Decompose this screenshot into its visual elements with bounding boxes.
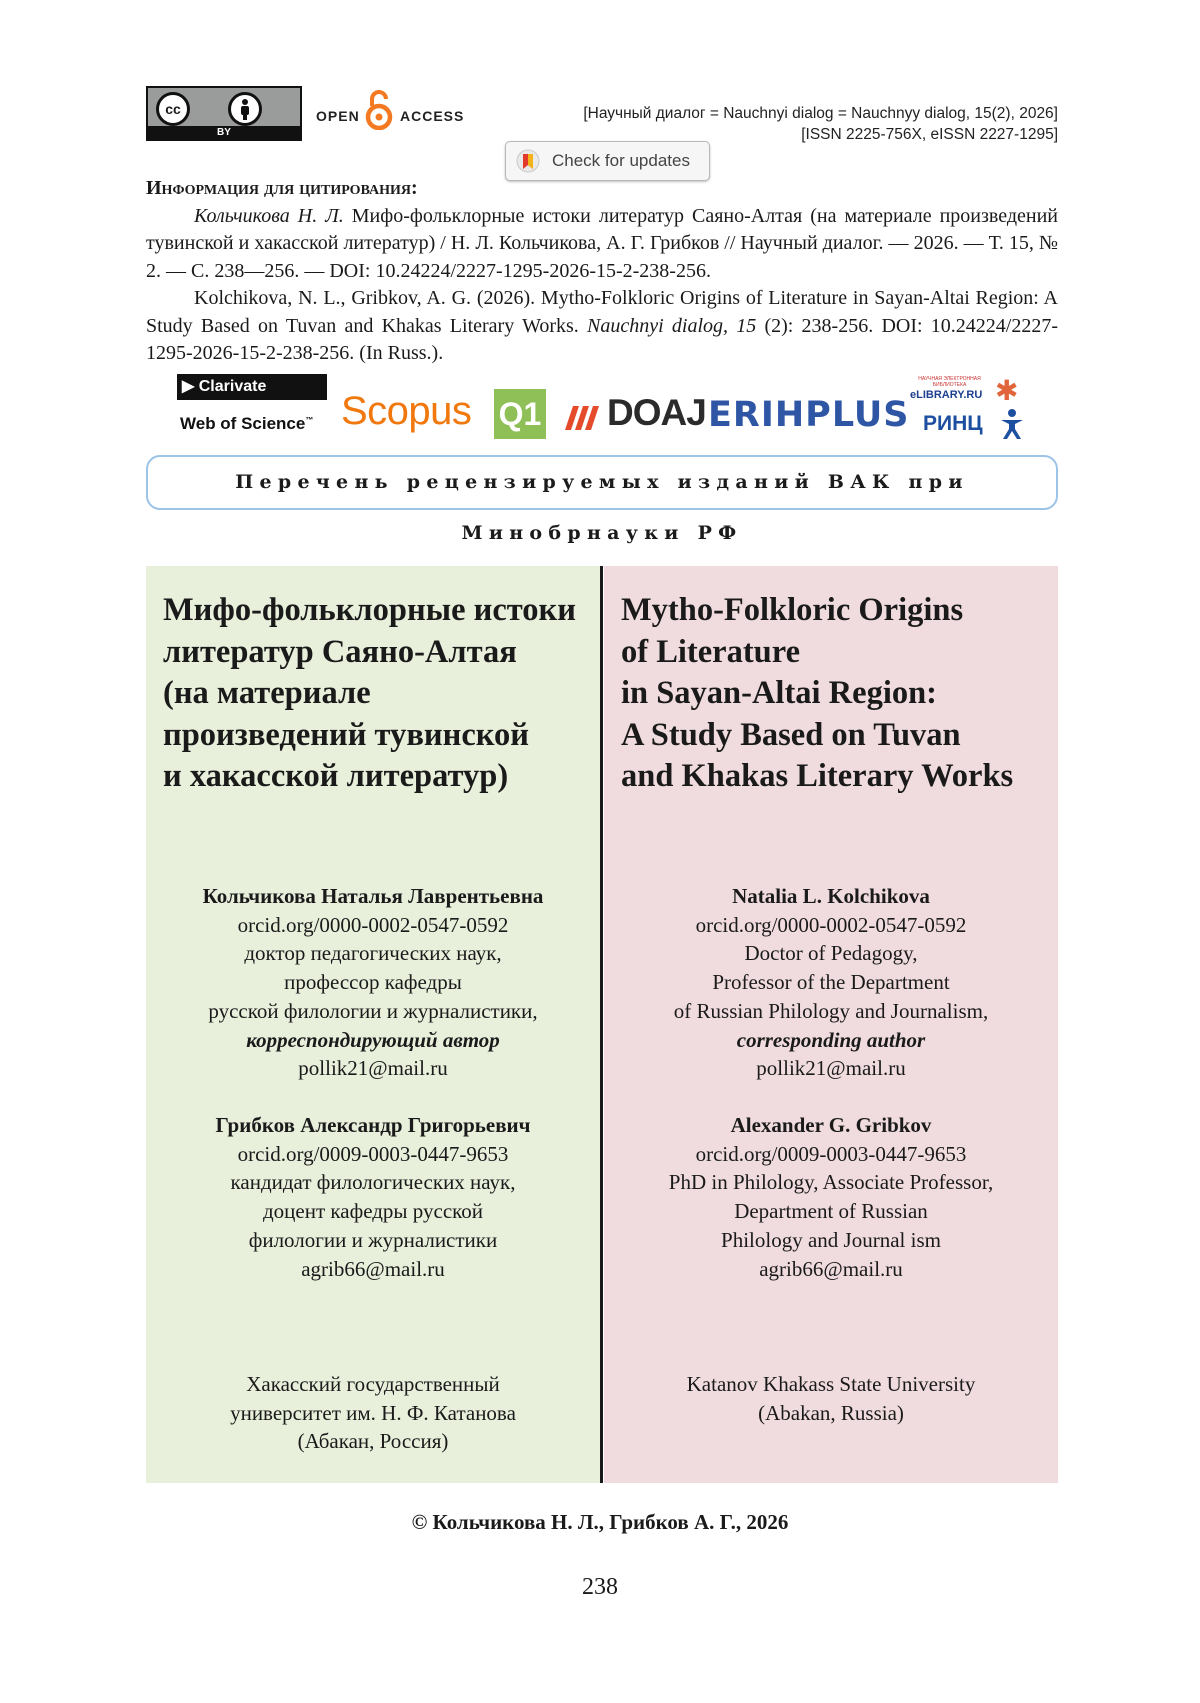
- citation-en-journal: Nauchnyi dialog, 15: [587, 314, 757, 337]
- author-orcid: orcid.org/0000-0002-0547-0592: [695, 912, 967, 937]
- cc-by-label: BY: [148, 126, 300, 139]
- affiliation-line: Katanov Khakass State University: [686, 1372, 976, 1396]
- author-email: agrib66@mail.ru: [301, 1256, 445, 1281]
- ru-affiliation: [146, 1370, 600, 1456]
- english-column: [604, 566, 1058, 1483]
- en-title-line: Mytho-Folkloric Origins: [621, 592, 964, 628]
- ru-title-line: (на материале: [163, 675, 371, 711]
- ru-title-line: и хакасской литератур): [163, 758, 509, 794]
- author-position: профессор кафедры: [284, 970, 462, 995]
- en-title: [621, 590, 1051, 798]
- check-updates-label: Check for updates: [552, 151, 690, 170]
- author-position: Professor of the Department: [712, 970, 950, 995]
- check-updates-icon: [516, 149, 540, 173]
- author-degree: кандидат филологических наук,: [230, 1170, 516, 1195]
- q1-quartile-badge: Q1: [494, 389, 546, 439]
- column-divider: [600, 566, 603, 1483]
- clarivate-label: ▶ Clarivate: [177, 374, 327, 400]
- author-email: pollik21@mail.ru: [756, 1056, 906, 1081]
- author-position: доцент кафедры русской: [262, 1199, 484, 1224]
- citation-heading: Информация для цитирования:: [146, 177, 418, 199]
- citation-en-tail: (2): 238-256. DOI: 10.24224/2227-1295-2026-15-2-238-256. (In Russ.).: [146, 314, 1058, 364]
- doaj-label: DOAJ: [607, 392, 706, 433]
- elibrary-rinc-logo: [909, 374, 1029, 442]
- journal-reference: [583, 103, 1058, 145]
- ru-title-line: произведений тувинской: [163, 716, 530, 753]
- author-position: of Russian Philology and Journalism,: [673, 998, 989, 1023]
- doaj-mark-icon: [563, 402, 603, 432]
- affiliation-line: (Абакан, Россия): [297, 1429, 449, 1454]
- author-orcid: orcid.org/0009-0003-0447-9653: [695, 1141, 967, 1166]
- elibrary-label: eLIBRARY.RU: [910, 389, 983, 401]
- scopus-logo: Scopus: [341, 389, 472, 433]
- author-orcid: orcid.org/0009-0003-0447-9653: [237, 1141, 509, 1166]
- author-position: Department of Russian: [734, 1199, 928, 1224]
- author-position: филологии и журналистики: [248, 1227, 498, 1252]
- web-of-science-logo: [177, 372, 327, 436]
- author-degree: доктор педагогических наук,: [244, 941, 502, 966]
- attribution-person-icon: [228, 92, 262, 126]
- en-author-1: [604, 882, 1058, 1083]
- russian-column: [146, 566, 600, 1483]
- en-title-line: and Khakas Literary Works: [621, 758, 1014, 794]
- open-lock-icon: [364, 90, 394, 130]
- author-position: русской филологии и журналистики,: [208, 998, 538, 1023]
- citation-block: [146, 175, 1058, 368]
- author-email: pollik21@mail.ru: [298, 1056, 448, 1081]
- open-access-access-text: ACCESS: [400, 108, 465, 124]
- person-figure-icon: [999, 408, 1025, 440]
- corresponding-author: корреспондирующий автор: [246, 1027, 500, 1052]
- en-author-2: [604, 1111, 1058, 1283]
- author-name: Кольчикова Наталья Лаврентьевна: [202, 884, 544, 908]
- en-title-line: A Study Based on Tuvan: [621, 716, 961, 753]
- open-access-logo: [316, 92, 465, 142]
- en-title-line: in Sayan-Altai Region:: [621, 675, 938, 711]
- author-name: Alexander G. Gribkov: [730, 1113, 932, 1137]
- en-affiliation: [604, 1370, 1058, 1427]
- citation-ru-authors: Кольчикова Н. Л.: [194, 204, 344, 227]
- citation-en: [146, 285, 1058, 368]
- affiliation-line: Хакасский государственный: [246, 1372, 500, 1396]
- en-title-line: of Literature: [621, 633, 800, 670]
- page-number: 238: [582, 1574, 618, 1600]
- asterisk-icon: ✱: [995, 374, 1019, 407]
- author-position: Philology and Journal ism: [721, 1227, 941, 1252]
- open-access-open-text: OPEN: [316, 108, 360, 124]
- author-email: agrib66@mail.ru: [759, 1256, 903, 1281]
- author-name: Natalia L. Kolchikova: [732, 884, 930, 908]
- elibrary-caption: НАУЧНАЯ ЭЛЕКТРОННАЯ БИБЛИОТЕКА: [918, 376, 981, 388]
- ru-title-line: Мифо-фольклорные истоки: [163, 592, 577, 628]
- author-degree: PhD in Philology, Associate Professor,: [668, 1170, 994, 1195]
- journal-issn-line: [ISSN 2225-756X, eISSN 2227-1295]: [801, 126, 1058, 143]
- vak-list-banner: Перечень рецензируемых изданий ВАК при Минобрнауки РФ: [146, 455, 1058, 510]
- ru-title-line: литератур Саяно-Алтая: [163, 633, 517, 670]
- erihplus-logo: ERIHPLUS: [708, 395, 910, 435]
- citation-ru-text: Мифо-фольклорные истоки литератур Саяно-Алтая (на материале произведений тувинской и хакасской литератур) / Н. Л. Кольчикова, А. Г. Грибков // Научный диалог. — 2026. — Т. 15, № 2. — С. 238—256. — DOI: 10.24224/2227-1295-2026-15-2-238-256.: [146, 204, 1058, 282]
- ru-title: [163, 590, 593, 798]
- journal-reference-line1: [Научный диалог = Nauchnyi dialog = Nauchnyy dialog, 15(2), 2026]: [583, 105, 1058, 122]
- author-degree: Doctor of Pedagogy,: [744, 941, 918, 966]
- ru-author-1: [146, 882, 600, 1083]
- affiliation-line: (Abakan, Russia): [758, 1400, 904, 1425]
- copyright-line: © Кольчикова Н. Л., Грибков А. Г., 2026: [411, 1510, 789, 1534]
- creative-commons-icon: cc: [156, 92, 190, 126]
- cc-by-license-badge: [146, 86, 302, 141]
- author-orcid: orcid.org/0000-0002-0547-0592: [237, 912, 509, 937]
- affiliation-line: университет им. Н. Ф. Катанова: [230, 1400, 516, 1425]
- citation-ru: [146, 203, 1058, 286]
- citation-en-text: Kolchikova, N. L., Gribkov, A. G. (2026). Mytho-Folkloric Origins of Literature in Sayan-Altai Region: A Study Based on Tuvan and Khakas Literary Works.: [146, 287, 1058, 337]
- ru-author-2: [146, 1111, 600, 1283]
- web-of-science-label: Web of Science™: [180, 414, 314, 433]
- author-name: Грибков Александр Григорьевич: [215, 1113, 531, 1137]
- rinc-label: РИНЦ: [923, 412, 983, 435]
- corresponding-author: corresponding author: [736, 1027, 926, 1052]
